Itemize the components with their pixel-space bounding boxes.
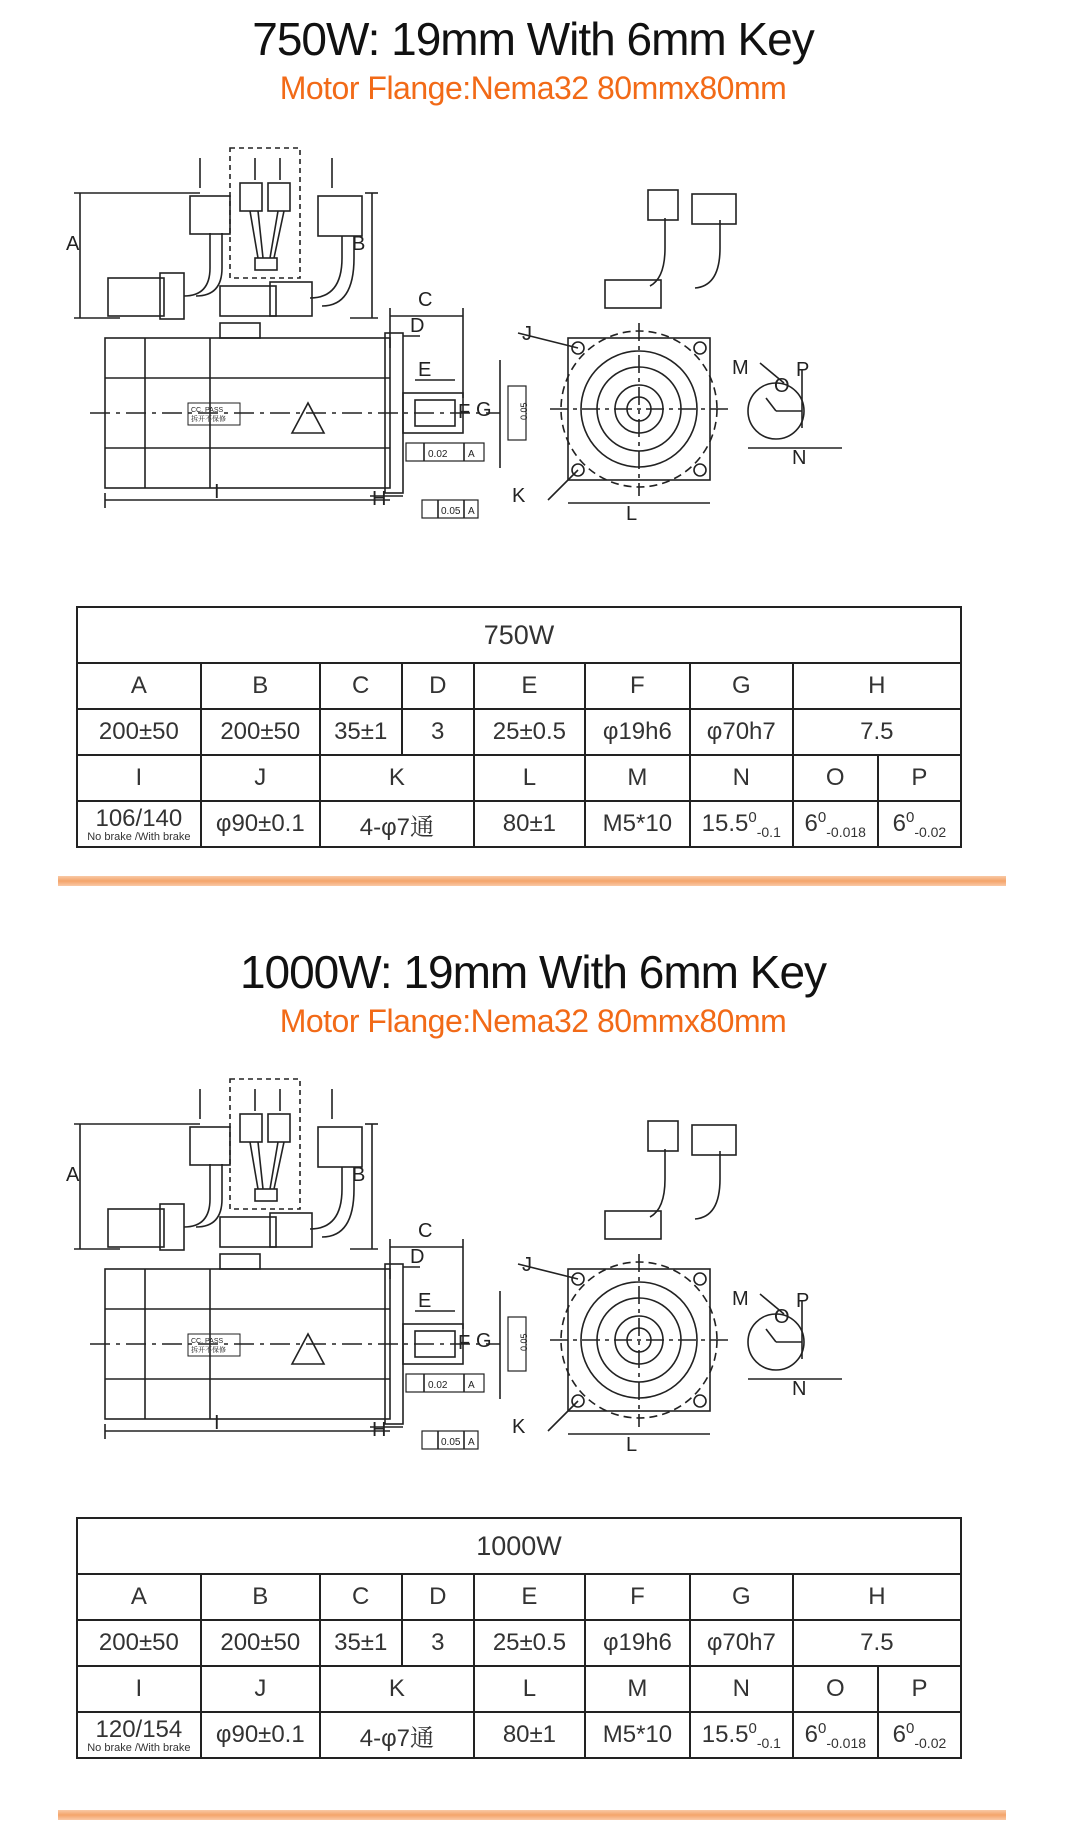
n-upper: 0: [748, 808, 757, 826]
dim-label-e: E: [418, 1290, 432, 1312]
header-cell: K: [320, 1666, 474, 1712]
n-upper: 0: [748, 1719, 757, 1737]
o-upper: 0: [817, 1719, 827, 1737]
dim-label-c: C: [418, 1220, 433, 1242]
header-cell: O: [793, 755, 878, 801]
dim-label-a: A: [66, 1164, 80, 1186]
header-cell: F: [585, 1574, 690, 1620]
section-title: 750W: 19mm With 6mm Key: [252, 13, 814, 65]
dim-label-n: N: [792, 447, 807, 469]
tolerance-value-1: 0.02: [428, 1380, 448, 1391]
tolerance-value-2: 0.05: [441, 1437, 461, 1448]
tolerance-value-2: 0.05: [441, 506, 461, 517]
p-main: 6: [892, 1720, 907, 1748]
value-cell: 80±1: [474, 801, 585, 847]
header-row-1: [77, 663, 961, 709]
value-cell-i: [77, 801, 201, 847]
dim-label-k: K: [512, 1416, 526, 1438]
table-title: 1000W: [77, 1518, 961, 1574]
value-cell: 35±1: [320, 1620, 402, 1666]
value-cell: 200±50: [201, 709, 320, 755]
dim-label-a: A: [66, 233, 80, 255]
dim-label-h: H: [372, 488, 387, 510]
value-cell-i: [77, 1712, 201, 1758]
header-cell: E: [474, 1574, 585, 1620]
header-cell: M: [585, 1666, 690, 1712]
value-cell: M5*10: [585, 801, 690, 847]
motor-drawing-svg: [60, 108, 1030, 598]
header-cell: L: [474, 755, 585, 801]
dim-label-c: C: [418, 289, 433, 311]
value-cell: 7.5: [793, 1620, 961, 1666]
o-lower: -0.018: [826, 823, 866, 840]
dimension-drawing: [60, 1039, 1030, 1529]
header-cell: D: [402, 663, 474, 709]
dim-label-h: H: [372, 1419, 387, 1441]
header-cell: H: [793, 1574, 961, 1620]
dim-label-l: L: [626, 1434, 638, 1456]
dim-label-i: I: [214, 481, 220, 503]
value-cell: 200±50: [77, 709, 201, 755]
header-cell: M: [585, 755, 690, 801]
dim-label-f: F: [458, 401, 471, 423]
value-cell: φ90±0.1: [201, 1712, 320, 1758]
dim-label-m: M: [732, 357, 749, 379]
dim-label-e: E: [418, 359, 432, 381]
section-subtitle: Motor Flange:Nema32 80mmx80mm: [279, 1003, 787, 1039]
header-cell: I: [77, 755, 201, 801]
header-cell: P: [878, 755, 961, 801]
n-main: 15.5: [701, 809, 749, 837]
value-cell: 4-φ7通: [320, 1712, 474, 1758]
nameplate-line1: CC. PASS: [191, 1338, 224, 1345]
dim-label-k: K: [512, 485, 526, 507]
dim-label-o: O: [774, 1306, 790, 1328]
spec-table: [76, 606, 962, 848]
p-lower: -0.02: [914, 823, 947, 840]
dim-label-g: G: [476, 1330, 492, 1352]
header-cell: F: [585, 663, 690, 709]
section-divider: [58, 876, 1006, 886]
header-cell: P: [878, 1666, 961, 1712]
header-cell: N: [690, 755, 793, 801]
tolerance-value-1: 0.02: [428, 449, 448, 460]
value-cell-p: [878, 1712, 961, 1758]
section-subtitle: Motor Flange:Nema32 80mmx80mm: [279, 70, 787, 106]
nameplate-line2: 拆开不保修: [191, 1347, 226, 1354]
value-cell: 200±50: [77, 1620, 201, 1666]
motor-drawing-svg: [60, 1039, 1030, 1529]
n-lower: -0.1: [756, 1734, 781, 1751]
value-row-1: [77, 1620, 961, 1666]
header-cell: O: [793, 1666, 878, 1712]
value-cell: 80±1: [474, 1712, 585, 1758]
tolerance-value-3: 0.05: [519, 1333, 529, 1351]
dim-label-p: P: [796, 359, 810, 381]
i-value: 106/140: [95, 804, 183, 832]
header-cell: K: [320, 755, 474, 801]
dim-label-j: J: [522, 323, 532, 345]
value-cell: 35±1: [320, 709, 402, 755]
i-value: 120/154: [95, 1715, 183, 1743]
header-cell: J: [201, 1666, 320, 1712]
value-cell: 25±0.5: [474, 709, 585, 755]
header-cell: N: [690, 1666, 793, 1712]
value-cell: φ70h7: [690, 709, 793, 755]
dim-label-n: N: [792, 1378, 807, 1400]
spec-table: [76, 1517, 962, 1759]
o-upper: 0: [817, 808, 827, 826]
header-cell: E: [474, 663, 585, 709]
value-cell-p: [878, 801, 961, 847]
value-cell-n: [690, 801, 793, 847]
value-row-1: [77, 709, 961, 755]
dim-label-b: B: [352, 233, 366, 255]
value-cell: 25±0.5: [474, 1620, 585, 1666]
tolerance-datum-1: A: [468, 449, 475, 460]
dim-label-o: O: [774, 375, 790, 397]
value-cell-o: [793, 1712, 878, 1758]
section-title: 1000W: 19mm With 6mm Key: [239, 946, 827, 998]
i-note: No brake /With brake: [87, 1741, 191, 1754]
p-upper: 0: [905, 808, 915, 826]
value-cell: 3: [402, 709, 474, 755]
p-upper: 0: [906, 1719, 915, 1737]
header-row-2: [77, 1666, 961, 1712]
header-cell: C: [320, 1574, 402, 1620]
value-cell: 3: [402, 1620, 474, 1666]
header-cell: A: [77, 1574, 201, 1620]
header-cell: L: [474, 1666, 585, 1712]
p-main: 6: [892, 809, 906, 837]
nameplate-line1: CC. PASS: [191, 407, 224, 414]
o-lower: -0.018: [826, 1734, 867, 1751]
tolerance-value-3: 0.05: [519, 402, 529, 420]
header-cell: A: [77, 663, 201, 709]
header-cell: I: [77, 1666, 201, 1712]
section-750w: [0, 0, 1066, 880]
value-row-2: [77, 1712, 961, 1758]
header-row-1: [77, 1574, 961, 1620]
value-cell: φ19h6: [585, 709, 690, 755]
n-main: 15.5: [701, 1720, 749, 1748]
o-main: 6: [804, 809, 818, 837]
header-cell: J: [201, 755, 320, 801]
nameplate-line2: 拆开不保修: [191, 416, 226, 423]
header-cell: C: [320, 663, 402, 709]
dim-label-j: J: [522, 1254, 532, 1276]
tolerance-datum-2: A: [468, 506, 475, 517]
value-cell: φ70h7: [690, 1620, 793, 1666]
header-cell: G: [690, 663, 793, 709]
o-main: 6: [804, 1720, 818, 1748]
section-divider: [58, 1810, 1006, 1820]
header-cell: H: [793, 663, 961, 709]
tolerance-datum-2: A: [468, 1437, 475, 1448]
header-cell: B: [201, 1574, 320, 1620]
value-cell-n: [690, 1712, 793, 1758]
dim-label-d: D: [410, 315, 425, 337]
header-row-2: [77, 755, 961, 801]
dim-label-l: L: [626, 503, 638, 525]
dimension-drawing: [60, 108, 1030, 598]
value-cell: φ19h6: [585, 1620, 690, 1666]
header-cell: G: [690, 1574, 793, 1620]
i-note: No brake /With brake: [87, 830, 191, 843]
dim-label-i: I: [214, 1412, 220, 1434]
value-cell: 7.5: [793, 709, 961, 755]
header-cell: B: [201, 663, 320, 709]
dim-label-m: M: [732, 1288, 749, 1310]
table-title: 750W: [77, 607, 961, 663]
n-lower: -0.1: [756, 823, 781, 840]
dim-label-d: D: [410, 1246, 425, 1268]
dim-label-b: B: [352, 1164, 366, 1186]
value-row-2: [77, 801, 961, 847]
dim-label-p: P: [796, 1290, 810, 1312]
header-cell: D: [402, 1574, 474, 1620]
p-lower: -0.02: [914, 1734, 947, 1751]
dim-label-f: F: [458, 1332, 471, 1354]
dim-label-g: G: [476, 399, 492, 421]
tolerance-datum-1: A: [468, 1380, 475, 1391]
value-cell-o: [793, 801, 878, 847]
value-cell: φ90±0.1: [201, 801, 320, 847]
value-cell: 4-φ7通: [320, 801, 474, 847]
value-cell: M5*10: [585, 1712, 690, 1758]
section-1000w: [0, 935, 1066, 1815]
value-cell: 200±50: [201, 1620, 320, 1666]
